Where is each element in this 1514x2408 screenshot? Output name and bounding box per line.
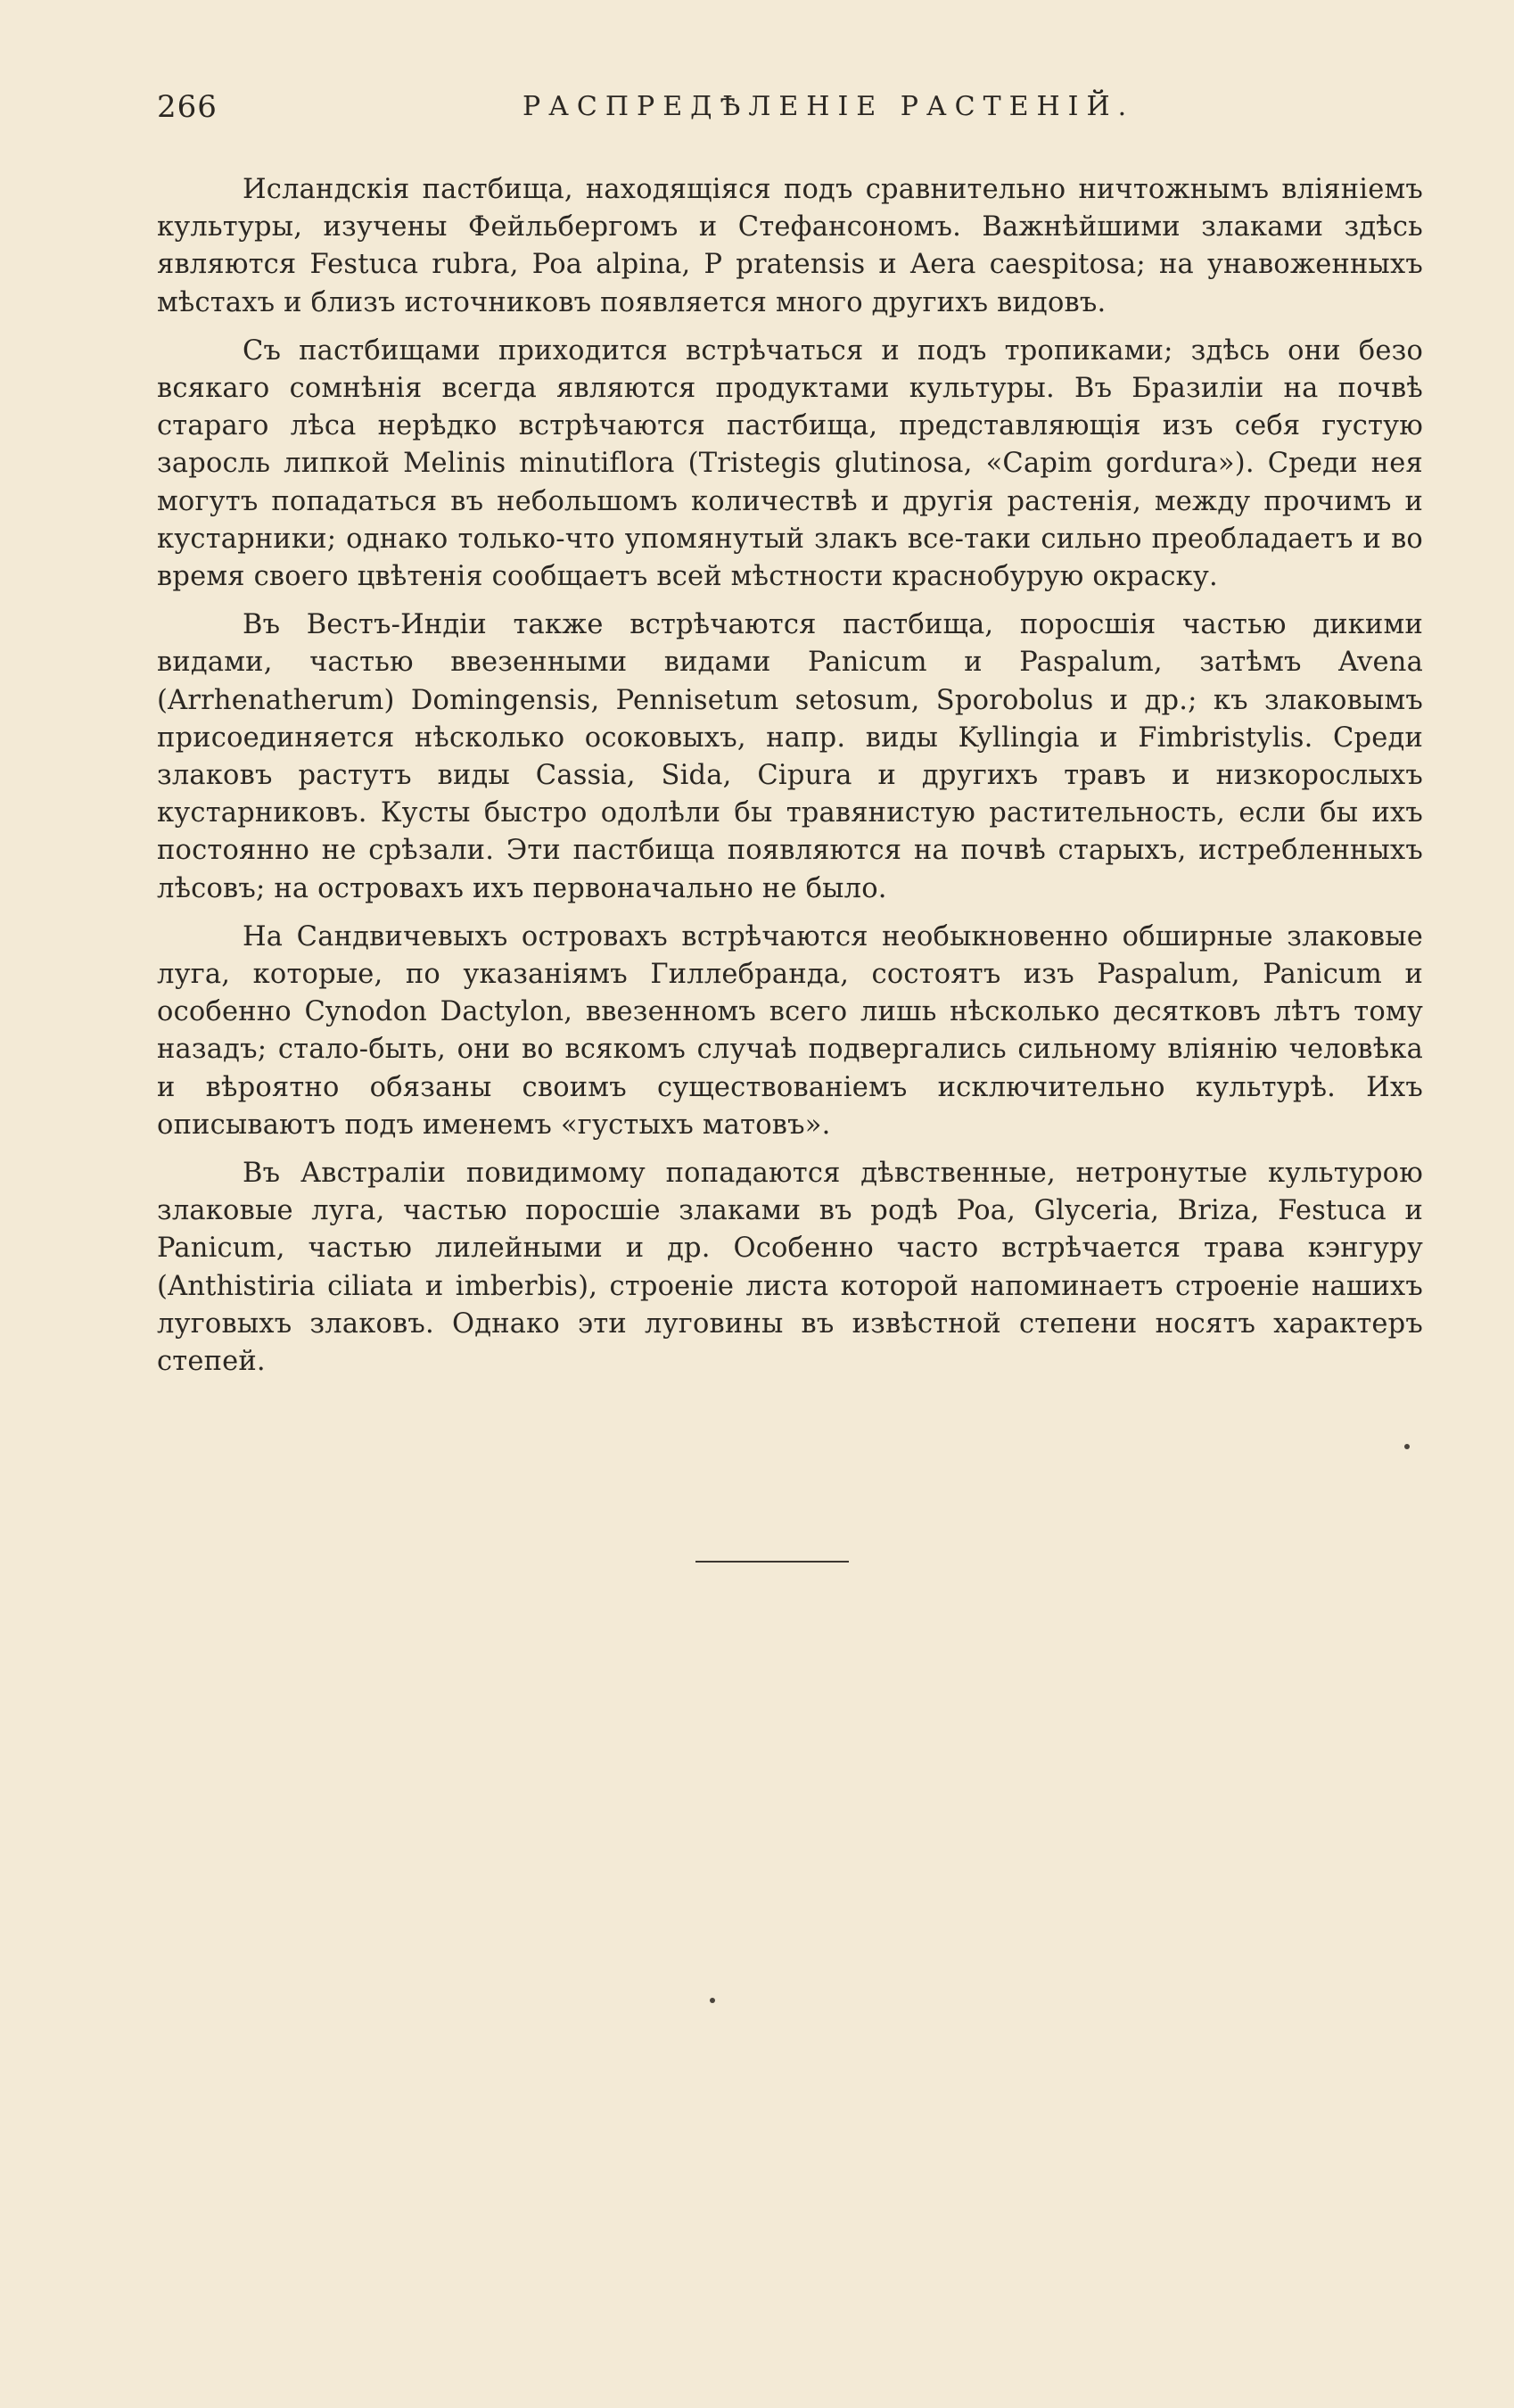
body-text: [157, 171, 1423, 1391]
section-divider: [695, 1561, 849, 1563]
paragraph-west-indies: Въ Вестъ-Индіи также встрѣчаются пастбища, поросшія частью дикими видами, частью ввезенными видами Panicum и Paspalum, затѣмъ Avena (Arrhenatherum) Domingensis, Pennisetum setosum, Sporobolus и др.; къ злаковымъ присоединяется нѣсколько осоковыхъ, напр. виды Kyllingia и Fimbristylis. Среди злаковъ растутъ виды Cassia, Sida, Cipura и другихъ травъ и низкорослыхъ кустарниковъ. Кусты быстро одолѣли бы травянистую растительность, если бы ихъ постоянно не срѣзали. Эти пастбища появляются на почвѣ старыхъ, истребленныхъ лѣсовъ; на островахъ ихъ первоначально не было.: [157, 609, 1423, 904]
paragraph-tropical-pastures: Съ пастбищами приходится встрѣчаться и подъ тропиками; здѣсь они безо всякаго сомнѣнія всегда являются продуктами культуры. Въ Бразиліи на почвѣ стараго лѣса нерѣдко встрѣчаются пастбища, представляющія изъ себя густую заросль липкой Melinis minutiflora (Tristegis glutinosa, «Capim gordura»). Среди нея могутъ попадаться въ небольшомъ количествѣ и другія растенія, между прочимъ и кустарники; однако только-что упомянутый злакъ все-таки сильно преобладаетъ и во время своего цвѣтенія сообщаетъ всей мѣстности краснобурую окраску.: [157, 334, 1423, 593]
page-header: [157, 89, 1423, 134]
page-number: 266: [157, 89, 218, 125]
paper-speck: [710, 1998, 715, 2003]
paper-speck: [1404, 1444, 1410, 1449]
paragraph-sandwich-islands: На Сандвичевыхъ островахъ встрѣчаются необыкновенно обширные злаковые луга, которые, по указаніямъ Гиллебранда, состоятъ изъ Paspalum, Panicum и особенно Cynodon Dactylon, ввезенномъ всего лишь нѣсколько десятковъ лѣтъ тому назадъ; стало-быть, они во всякомъ случаѣ подвергались сильному вліянію человѣка и вѣроятно обязаны своимъ существованіемъ исключительно культурѣ. Ихъ описываютъ подъ именемъ «густыхъ матовъ».: [157, 920, 1423, 1141]
paragraph-iceland-pastures: Исландскія пастбища, находящіяся подъ сравнительно ничтожнымъ вліяніемъ культуры, изучены Фейльбергомъ и Стефансономъ. Важнѣйшими злаками здѣсь являются Festuca rubra, Poa alpina, P pratensis и Aera caespitosa; на унавоженныхъ мѣстахъ и близъ источниковъ появляется много другихъ видовъ.: [157, 174, 1423, 318]
running-title: РАСПРЕДѢЛЕНІЕ РАСТЕНІЙ.: [522, 91, 1135, 122]
paragraph-australia: Въ Австраліи повидимому попадаются дѣвственные, нетронутые культурою злаковые луга, частью поросшіе злаками въ родѣ Poa, Glyceria, Briza, Festuca и Panicum, частью лилейными и др. Особенно часто встрѣчается трава кэнгуру (Anthistiria ciliata и imberbis), строеніе листа которой напоминаетъ строеніе нашихъ луговыхъ злаковъ. Однако эти луговины въ извѣстной степени носятъ характеръ степей.: [157, 1158, 1423, 1378]
